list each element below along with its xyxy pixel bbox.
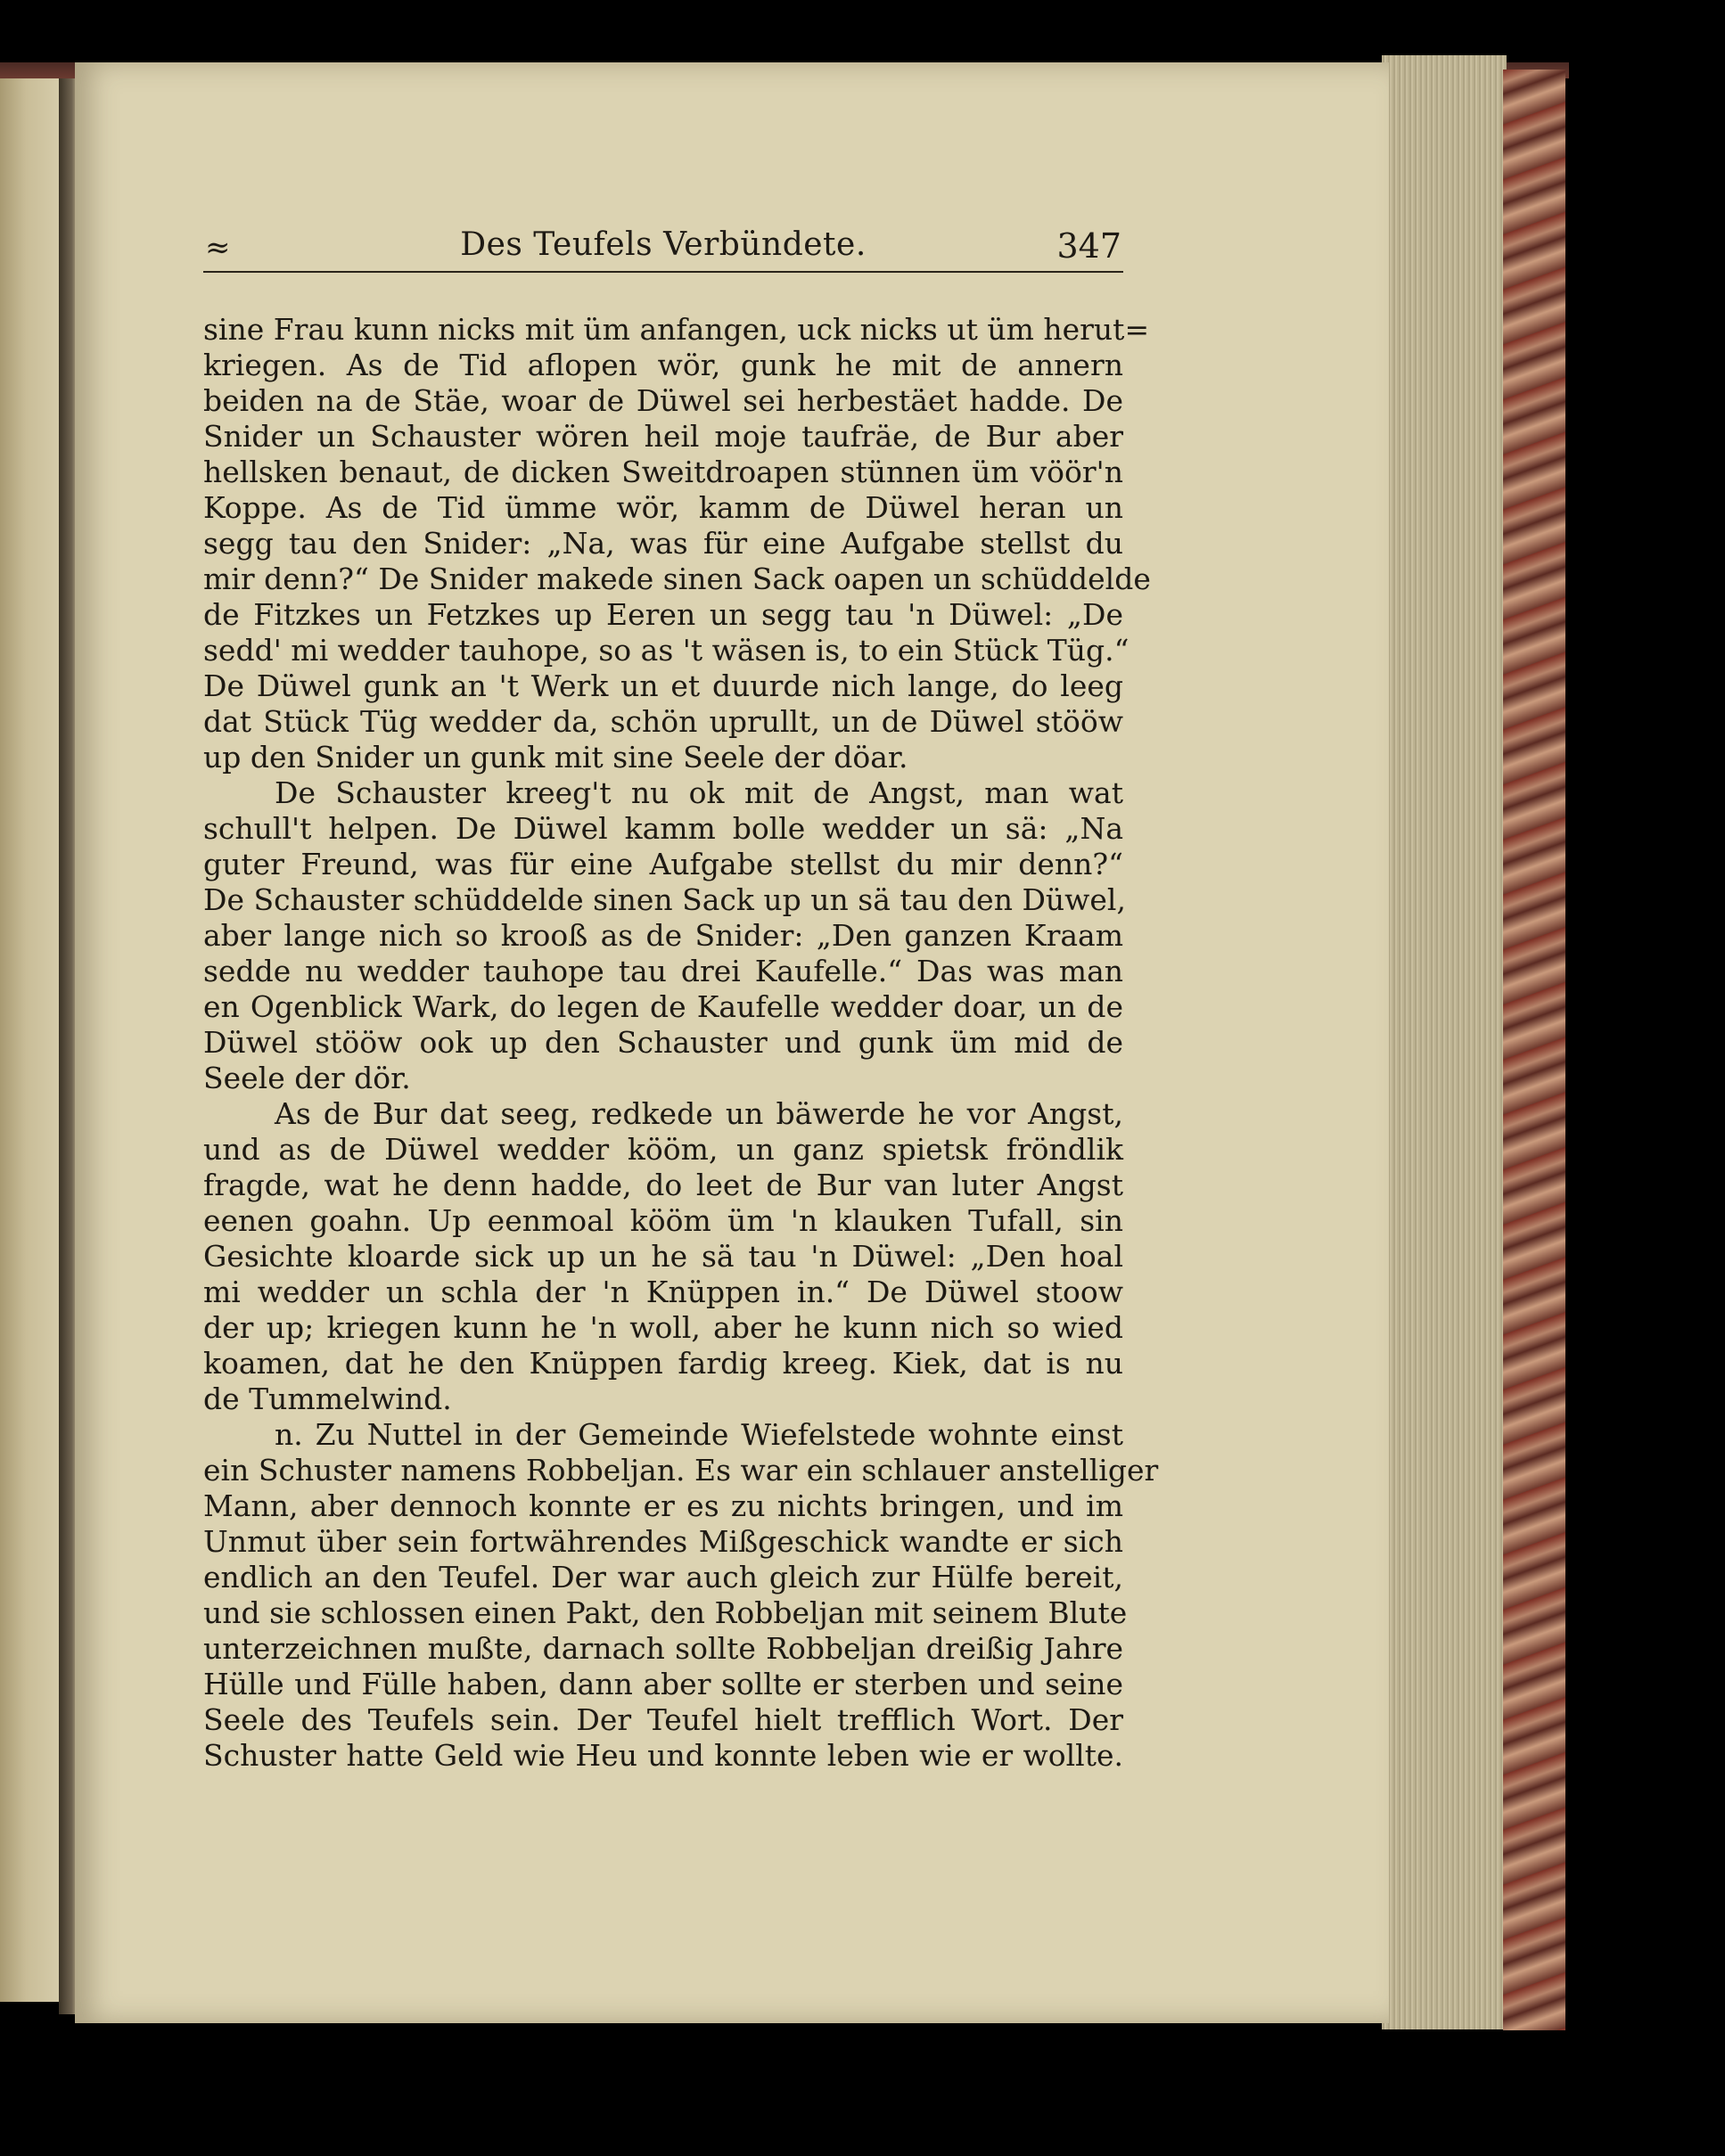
text-line: segg tau den Snider: „Na, was für eine Aufgabe stellst du [203,526,1123,561]
body-text [203,312,1159,1774]
text-line: mir denn?“ De Snider makede sinen Sack oapen un schüddelde [203,562,1151,596]
text-line: Hülle und Fülle haben, dann aber sollte er sterben und seine [203,1667,1123,1701]
page-number: 347 [1056,226,1121,266]
text-line: sedde nu wedder tauhope tau drei Kaufelle.“ Das was man [203,954,1123,988]
text-line: fragde, wat he denn hadde, do leet de Bur van luter Angst [203,1168,1123,1202]
marbled-edge [1503,70,1565,2030]
text-line: mi wedder un schla der 'n Knüppen in.“ De Düwel stoow [203,1275,1123,1309]
text-line: koamen, dat he den Knüppen fardig kreeg. Kiek, dat is nu [203,1346,1123,1381]
running-header [203,226,1123,271]
text-line: Düwel stööw ook up den Schauster und gunk üm mid de [203,1025,1123,1060]
text-line: beiden na de Stäe, woar de Düwel sei herbestäet hadde. De [203,383,1123,418]
text-line: ein Schuster namens Robbeljan. Es war ein schlauer anstelliger [203,1453,1159,1488]
page-stack-edge [1382,55,1507,2029]
header-rule [203,271,1123,273]
text-line: kriegen. As de Tid aflopen wör, gunk he mit de annern [203,348,1123,382]
text-line: Unmut über sein fortwährendes Mißgeschick wandte er sich [203,1524,1123,1559]
text-line: sine Frau kunn nicks mit üm anfangen, uck nicks ut üm herut= [203,312,1150,347]
text-line: eenen goahn. Up eenmoal kööm üm 'n klauken Tufall, sin [203,1203,1123,1238]
text-line: unterzeichnen mußte, darnach sollte Robbeljan dreißig Jahre [203,1631,1123,1666]
text-line: Mann, aber dennoch konnte er es zu nichts bringen, und im [203,1488,1123,1523]
text-line: sedd' mi wedder tauhope, so as 't wäsen is, to ein Stück Tüg.“ [203,633,1129,668]
text-line: De Düwel gunk an 't Werk un et duurde nich lange, do leeg [203,668,1123,703]
text-line: up den Snider un gunk mit sine Seele der döar. [203,740,908,775]
text-line: De Schauster kreeg't nu ok mit de Angst, man wat [275,775,1123,810]
text-line: en Ogenblick Wark, do legen de Kaufelle wedder doar, un de [203,989,1123,1024]
text-line: As de Bur dat seeg, redkede un bäwerde he vor Angst, [275,1096,1123,1131]
text-line: guter Freund, was für eine Aufgabe stellst du mir denn?“ [203,847,1123,881]
text-line: der up; kriegen kunn he 'n woll, aber he kunn nich so wied [203,1310,1123,1345]
text-line: dat Stück Tüg wedder da, schön uprullt, un de Düwel stööw [203,704,1123,739]
text-line: und sie schlossen einen Pakt, den Robbeljan mit seinem Blute [203,1595,1128,1630]
text-line: Koppe. As de Tid ümme wör, kamm de Düwel heran un [203,490,1123,525]
text-line: Seele der dör. [203,1061,411,1095]
signature-mark: ≈ [205,230,231,266]
previous-page-edge [0,77,66,2002]
text-line: de Tummelwind. [203,1381,452,1416]
text-line: Snider un Schauster wören heil moje taufräe, de Bur aber [203,419,1123,454]
text-line: de Fitzkes un Fetzkes up Eeren un segg tau 'n Düwel: „De [203,597,1123,632]
running-title: Des Teufels Verbündete. [460,226,867,263]
text-line: De Schauster schüddelde sinen Sack up un sä tau den Düwel, [203,882,1126,917]
text-line: Schuster hatte Geld wie Heu und konnte leben wie er wollte. [203,1738,1123,1773]
text-line: endlich an den Teufel. Der war auch gleich zur Hülfe bereit, [203,1560,1123,1594]
text-line: Seele des Teufels sein. Der Teufel hielt trefflich Wort. Der [203,1702,1123,1737]
text-line: und as de Düwel wedder kööm, un ganz spietsk fröndlik [203,1132,1123,1167]
text-line: hellsken benaut, de dicken Sweitdroapen stünnen üm vöör'n [203,455,1123,489]
text-line: aber lange nich so krooß as de Snider: „Den ganzen Kraam [203,918,1123,953]
text-line: n. Zu Nuttel in der Gemeinde Wiefelstede wohnte einst [275,1417,1123,1452]
text-line: Gesichte kloarde sick up un he sä tau 'n Düwel: „Den hoal [203,1239,1123,1274]
text-line: schull't helpen. De Düwel kamm bolle wedder un sä: „Na [203,811,1123,846]
